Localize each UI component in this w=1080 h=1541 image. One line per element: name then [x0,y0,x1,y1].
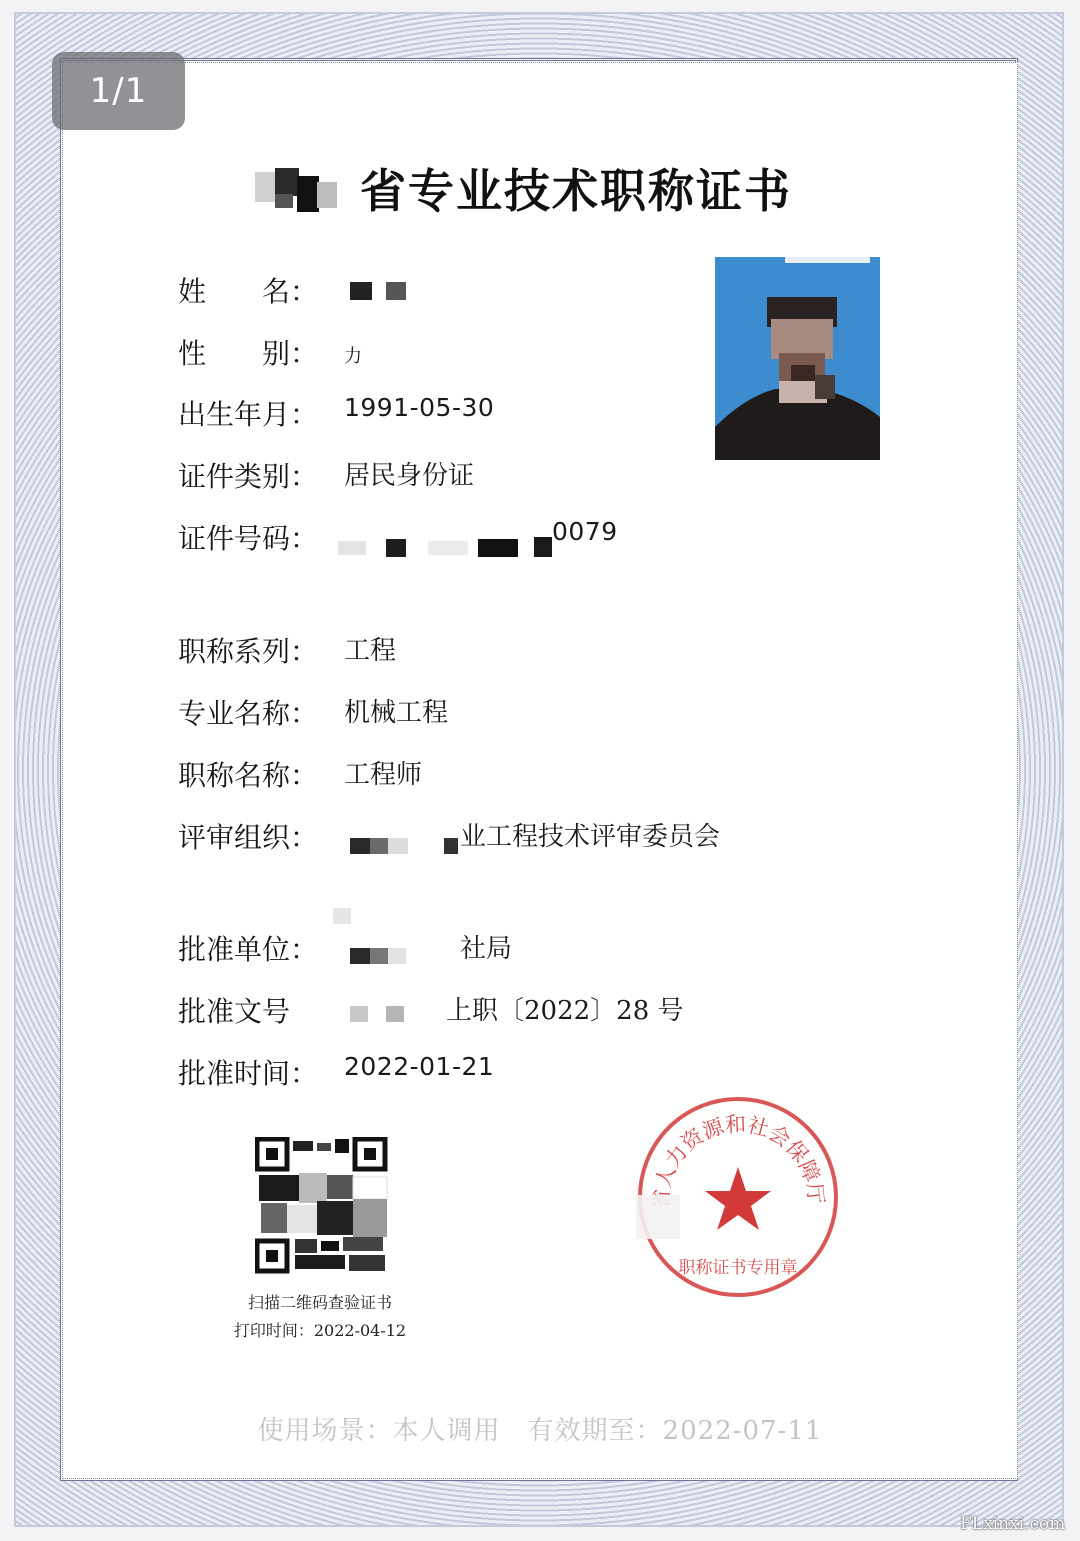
field-label: 证件号码： [178,522,319,555]
field-label: 姓 名： [178,275,319,308]
field-label: 证件类别： [178,460,319,493]
field-birth-date [178,393,818,437]
page-indicator: 1/1 [52,52,185,130]
field-value: 居民身份证 [344,461,475,491]
field-value: 2022-01-21 [344,1052,495,1081]
field-title-series [178,630,818,674]
site-watermark: FLxinxi.com [960,1514,1066,1534]
field-label: 批准文号 [178,995,291,1028]
field-approval-date [178,1052,818,1096]
svg-text:省人力资源和社会保障厅: 人力资源和社会保障厅 [650,1112,829,1206]
field-value: 工程 [344,636,397,666]
field-approval-number [178,990,818,1034]
field-name [178,270,818,314]
field-value: 机械工程 [344,698,449,728]
field-value: 社局 [460,934,513,964]
certificate-title: 省专业技术职称证书 [360,164,792,218]
field-label: 专业名称： [178,697,319,730]
field-value: 力 [344,346,362,367]
field-gender [178,332,818,376]
field-value: 1991-05-30 [344,393,495,422]
field-label: 批准时间： [178,1057,319,1090]
field-label: 评审组织： [178,821,319,854]
field-review-org [178,816,818,860]
field-specialty [178,692,818,736]
field-value: 工程师 [344,760,423,790]
field-value: 上职〔2022〕28 号 [446,996,684,1026]
field-label: 批准单位： [178,933,319,966]
svg-text:职称证书专用章: 职称证书专用章 [678,1258,798,1278]
print-time: 打印时间：2022-04-12 [233,1321,407,1340]
field-id-type [178,455,818,499]
official-seal [636,1095,841,1300]
field-approving-unit [178,928,818,972]
field-label: 性 别： [178,337,319,370]
field-value: 业工程技术评审委员会 [460,822,721,852]
qr-caption: 扫描二维码查验证书 [247,1293,392,1312]
field-value: 0079 [552,517,618,546]
title-redaction [255,168,339,214]
field-id-number [178,517,818,561]
usage-note: 使用场景：本人调用 有效期至：2022-07-11 [257,1416,823,1446]
field-label: 职称名称： [178,759,319,792]
verification-qr-code[interactable] [255,1137,390,1277]
field-label: 职称系列： [178,635,319,668]
field-title-name [178,754,818,798]
field-label: 出生年月： [178,398,319,431]
